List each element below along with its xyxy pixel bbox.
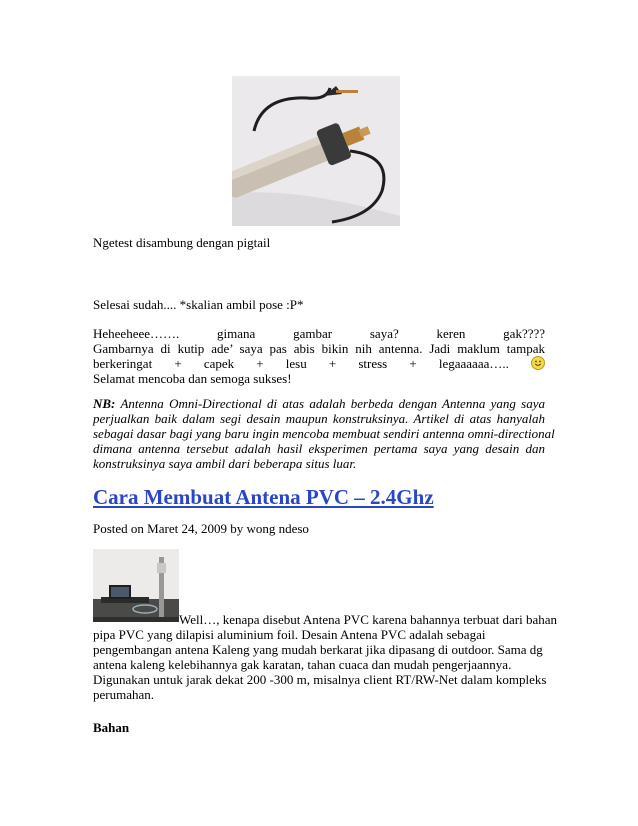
word: legaaaaaa….. xyxy=(438,356,509,371)
word: + xyxy=(256,356,264,371)
nb-row-3: sebagai dasar bagi yang baru ingin mencoba membuat sendiri antenna omni-directional xyxy=(93,426,555,441)
nb-row-1-text: Antenna Omni-Directional di atas adalah berbeda dengan Antenna yang saya xyxy=(120,396,545,411)
word: gambar xyxy=(293,326,333,341)
selesai-text: Selesai sudah.... *skalian ambil pose :P* xyxy=(93,297,304,312)
bahan-heading: Bahan xyxy=(93,720,130,735)
post-body-row-3: pengembangan antena Kaleng yang mudah berkarat jika dipasang di outdoor. Sama dg xyxy=(93,642,543,657)
word: Heheeheee……. xyxy=(93,326,180,341)
post-body-row-5: Digunakan untuk jarak dekat 200 -300 m, misalnya client RT/RW-Net dalam kompleks xyxy=(93,672,547,687)
word: gimana xyxy=(217,326,256,341)
word: + xyxy=(328,356,337,371)
nb-paragraph xyxy=(93,396,555,471)
post-body-paragraph xyxy=(93,612,557,702)
word: keren xyxy=(436,326,466,341)
antenna-pigtail-icon xyxy=(232,76,400,226)
heheehee-paragraph xyxy=(93,326,545,386)
nb-row-4: dimana antenna tersebut adalah hasil eksperimen pertama saya yang desain dan xyxy=(93,441,545,456)
caption-pigtail: Ngetest disambung dengan pigtail xyxy=(93,235,271,250)
post-meta: Posted on Maret 24, 2009 by wong ndeso xyxy=(93,521,309,536)
heheehee-row-1 xyxy=(93,326,545,341)
antenna-pigtail-photo xyxy=(232,76,400,226)
nb-row-1 xyxy=(93,396,545,411)
post-body-row-1: Well…, kenapa disebut Antena PVC karena bahannya terbuat dari bahan xyxy=(179,612,557,627)
word: + xyxy=(409,356,417,371)
word: lesu xyxy=(285,356,307,371)
post-body-row-4: antena kaleng kelebihannya gak karatan, tahan cuaca dan mudah pengerjaannya. xyxy=(93,657,512,672)
nb-label: NB: xyxy=(93,396,116,411)
post-body-row-2: pipa PVC yang dilapisi aluminium foil. Desain Antena PVC adalah sebagai xyxy=(93,627,486,642)
word: + xyxy=(174,356,182,371)
nb-row-2: perjualkan baik dalam segi desain maupun konstruksinya. Artikel di atas hanyalah xyxy=(93,411,545,426)
nb-row-5: konstruksinya saya ambil dari beberapa situs luar. xyxy=(93,456,357,471)
word: stress xyxy=(358,356,388,371)
heheehee-row-4: Selamat mencoba dan semoga sukses! xyxy=(93,371,292,386)
heheehee-row-2: Gambarnya di kutip ade’ saya pas abis bikin nih antenna. Jadi maklum tampak xyxy=(93,341,545,356)
post-body-row-6: perumahan. xyxy=(93,687,155,702)
word: saya? xyxy=(369,326,399,341)
post-title-link[interactable]: Cara Membuat Antena PVC – 2.4Ghz xyxy=(93,485,434,509)
heheehee-row-3 xyxy=(93,356,545,371)
smiley-icon xyxy=(531,356,545,370)
word: capek xyxy=(203,356,235,371)
word: berkeringat xyxy=(93,356,153,371)
word: gak???? xyxy=(503,326,546,341)
